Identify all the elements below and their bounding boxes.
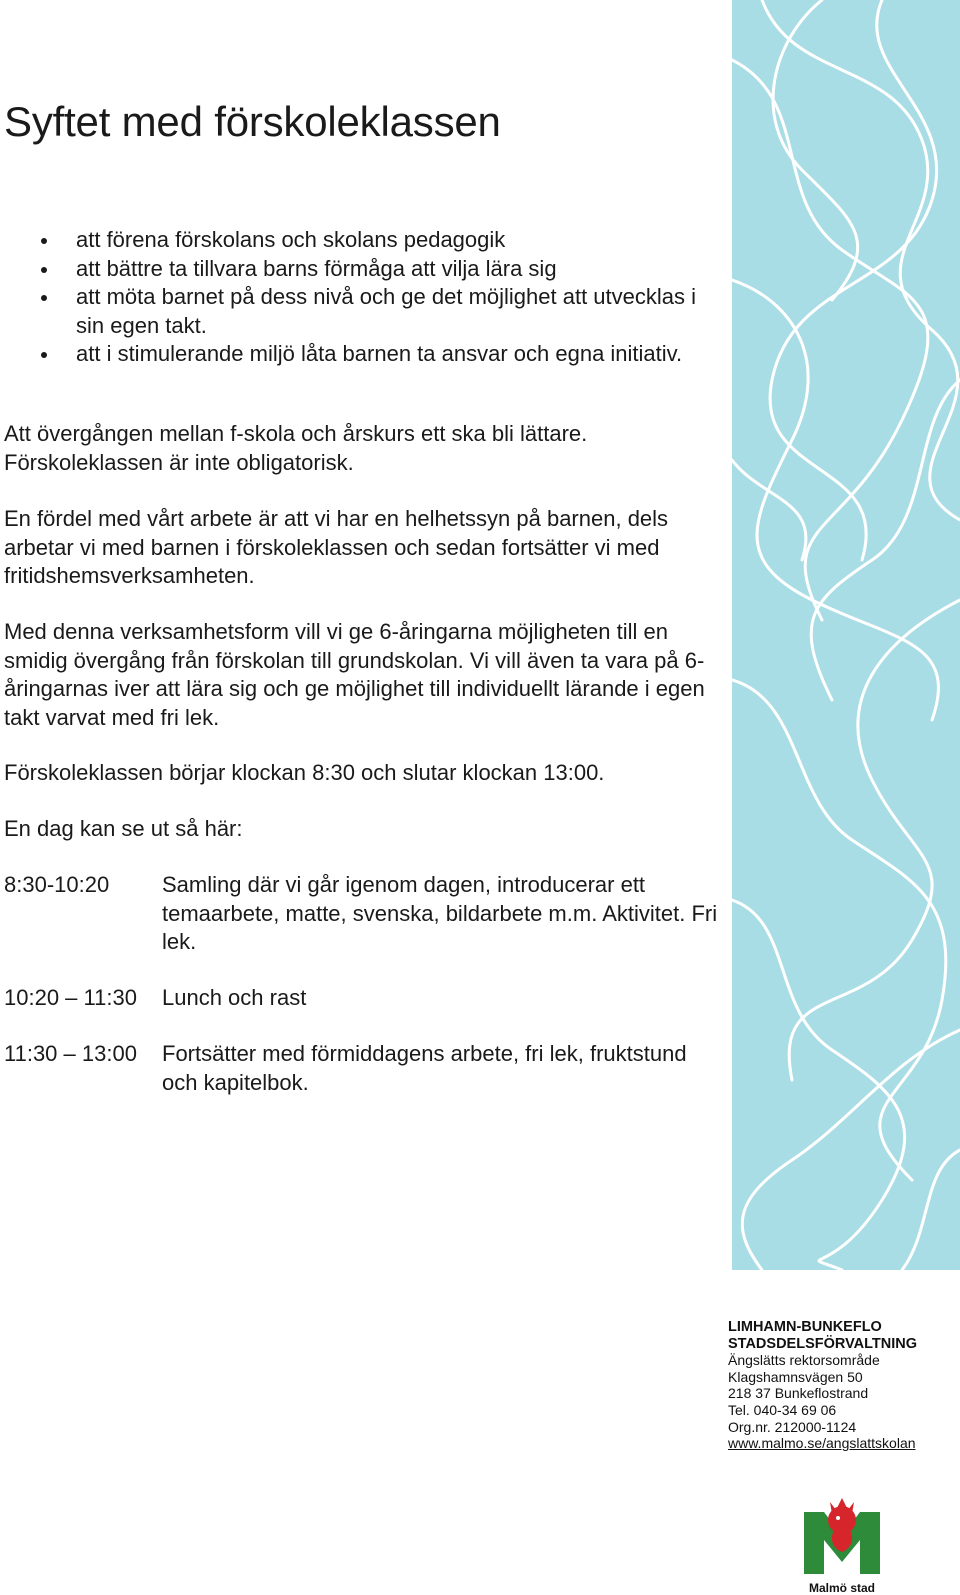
street-address: Klagshamnsvägen 50 — [728, 1368, 863, 1385]
list-item — [4, 283, 704, 340]
org-number: Org.nr. 212000-1124 — [728, 1418, 857, 1435]
schedule-activity: Fortsätter med förmiddagens arbete, fri lek, fruktstund och kapitelbok. — [162, 1041, 687, 1095]
purpose-list — [4, 226, 704, 369]
bullet-icon — [41, 238, 47, 244]
list-item — [4, 255, 704, 284]
day-intro: En dag kan se ut så här: — [4, 816, 243, 841]
org-name-line1: LIMHAMN-BUNKEFLO — [728, 1319, 882, 1335]
wave-lines-decoration — [732, 0, 960, 1270]
list-item-text: att bättre ta tillvara barns förmåga att vilja lära sig — [76, 255, 557, 281]
bullet-icon — [41, 352, 47, 358]
schedule-time: 10:20 – 11:30 — [4, 985, 137, 1010]
griffin-crest-icon — [800, 1490, 884, 1576]
logo-caption: Malmö stad — [808, 1581, 875, 1595]
website-link[interactable]: www.malmo.se/angslattskolan — [728, 1435, 916, 1452]
list-item-text: att i stimulerande miljö låta barnen ta ansvar och egna initiativ. — [76, 341, 683, 366]
malmo-stad-logo — [800, 1490, 884, 1595]
org-name-line2: STADSDELSFÖRVALTNING — [728, 1335, 918, 1352]
area-name: Ängslätts rektorsområde — [728, 1352, 880, 1369]
purpose-paragraph: Med denna verksamhetsform vill vi ge 6-åringarna möjligheten till en smidig övergång från förskolan till grundskolan. Vi vill även ta vara på 6- åringarnas iver att lära sig och ge möjlighet till individuellt lärande i egen takt varvat med fri lek. — [4, 619, 705, 730]
list-item — [4, 340, 704, 369]
bullet-icon — [41, 295, 47, 301]
postal-address: 218 37 Bunkeflostrand — [728, 1385, 869, 1402]
bullet-icon — [41, 267, 47, 273]
schedule-activity: Lunch och rast — [162, 985, 307, 1010]
schedule-activity: Samling där vi går igenom dagen, introducerar ett temaarbete, matte, svenska, bildarbete m.m. Aktivitet. Fri lek. — [162, 872, 718, 954]
contact-block — [728, 1319, 960, 1452]
page-title: Syftet med förskoleklassen — [4, 98, 501, 145]
hours-paragraph: Förskoleklassen börjar klockan 8:30 och slutar klockan 13:00. — [4, 760, 605, 785]
list-item — [4, 226, 704, 255]
schedule-time: 11:30 – 13:00 — [4, 1041, 137, 1066]
phone-number: Tel. 040-34 69 06 — [728, 1401, 837, 1418]
list-item-text: att förena förskolans och skolans pedagogik — [76, 227, 506, 252]
schedule-time: 8:30-10:20 — [4, 872, 110, 897]
advantage-paragraph: En fördel med vårt arbete är att vi har en helhetssyn på barnen, dels arbetar vi med barnen i förskoleklassen och sedan fortsätter vi med fritidshemsverksamheten. — [4, 506, 669, 588]
decorative-panel — [732, 0, 960, 1270]
list-item-text: att möta barnet på dess nivå och ge det möjlighet att utvecklas i sin egen takt. — [76, 284, 697, 338]
transition-paragraph: Att övergången mellan f-skola och årskurs ett ska bli lättare. Förskoleklassen är inte obligatorisk. — [4, 421, 588, 475]
